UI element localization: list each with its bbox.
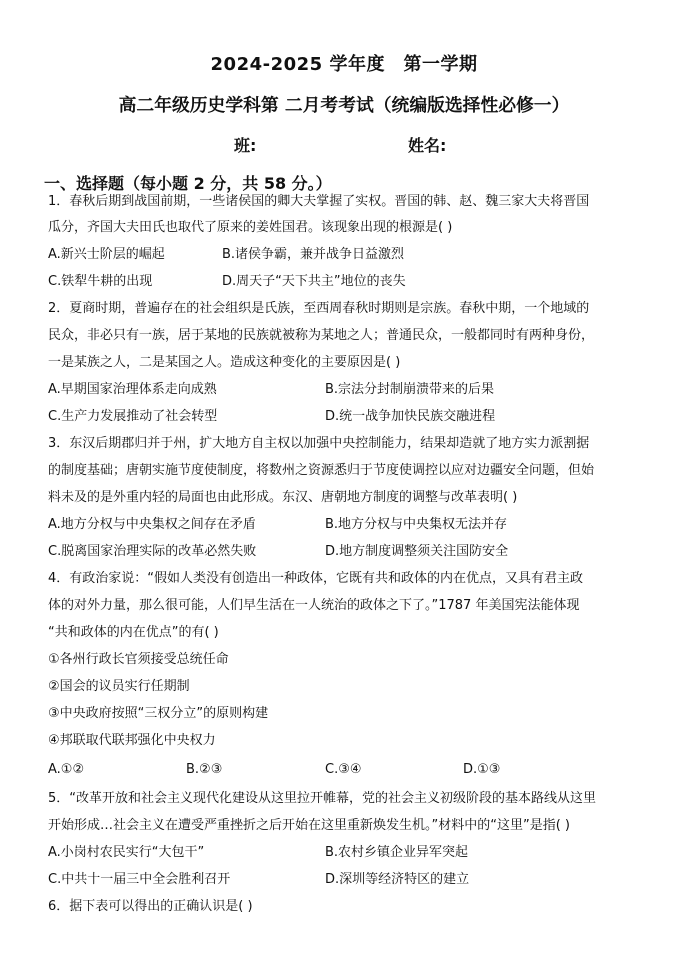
section-heading: 一、选择题（每小题 2 分，共 58 分。）: [44, 174, 332, 193]
option-a[interactable]: A.①②: [48, 762, 85, 777]
option-a[interactable]: A.新兴士阶层的崛起: [48, 247, 165, 262]
option-d[interactable]: D.①③: [463, 762, 501, 777]
exam-title-year: 2024-2025 学年度 第一学期: [210, 54, 478, 75]
question-text-line: 2．夏商时期，普遍存在的社会组织是氏族，至西周春秋时期则是宗族。春秋中期，一个地域的: [48, 301, 590, 316]
option-c[interactable]: C.铁犁牛耕的出现: [48, 274, 153, 289]
option-d[interactable]: D.周天子“天下共主”地位的丧失: [222, 274, 406, 289]
option-d[interactable]: D.地方制度调整须关注国防安全: [325, 544, 509, 559]
question-text-line: 开始形成…社会主义在遭受严重挫折之后开始在这里重新焕发生机。”材料中的“这里”是指( ): [48, 818, 570, 833]
question-text-line: 4．有政治家说：“假如人类没有创造出一种政体，它既有共和政体的内在优点，又具有君主政: [48, 571, 584, 586]
option-d[interactable]: D.深圳等经济特区的建立: [325, 872, 470, 887]
question-text-line: 体的对外力量，那么很可能，人们早生活在一人统治的政体之下了。”1787 年美国宪法能体现: [48, 598, 580, 613]
question-text-line: 的制度基础；唐朝实施节度使制度，将数州之资源悉归于节度使调控以应对边疆安全问题，但始: [48, 463, 595, 478]
question-text-line: 3．东汉后期郡归并于州，扩大地方自主权以加强中央控制能力，结果却造就了地方实力派割据: [48, 436, 590, 451]
option-a[interactable]: A.早期国家治理体系走向成熟: [48, 382, 217, 397]
question-text-line: 1．春秋后期到战国前期，一些诸侯国的卿大夫掌握了实权。晋国的韩、赵、魏三家大夫将晋国: [48, 194, 590, 209]
option-a[interactable]: A.地方分权与中央集权之间存在矛盾: [48, 517, 256, 532]
name-label: 姓名:: [408, 136, 447, 155]
statement-1: ①各州行政长官须接受总统任命: [48, 652, 229, 667]
option-b[interactable]: B.农村乡镇企业异军突起: [325, 845, 469, 860]
option-c[interactable]: C.中共十一届三中全会胜利召开: [48, 872, 231, 887]
question-text-line: 瓜分，齐国大夫田氏也取代了原来的姜姓国君。该现象出现的根源是( ): [48, 220, 453, 235]
option-b[interactable]: B.地方分权与中央集权无法并存: [325, 517, 508, 532]
exam-title-subject: 高二年级历史学科第 二月考考试（统编版选择性必修一）: [118, 95, 570, 116]
statement-3: ③中央政府按照“三权分立”的原则构建: [48, 706, 269, 721]
option-b[interactable]: B.②③: [186, 762, 223, 777]
statement-2: ②国会的议员实行任期制: [48, 679, 190, 694]
question-text-line: 一是某族之人，二是某国之人。造成这种变化的主要原因是( ): [48, 355, 401, 370]
statement-4: ④邦联取代联邦强化中央权力: [48, 733, 216, 748]
question-text-line: 5．“改革开放和社会主义现代化建设从这里拉开帷幕，党的社会主义初级阶段的基本路线从这里: [48, 791, 597, 806]
question-text-line: 民众，非必只有一族，居于某地的民族就被称为某地之人；普通民众，一般都同时有两种身份，: [48, 328, 595, 343]
option-c[interactable]: C.脱离国家治理实际的改革必然失败: [48, 544, 257, 559]
class-label: 班:: [234, 136, 257, 155]
question-text-line: “共和政体的内在优点”的有( ): [48, 625, 219, 640]
option-c[interactable]: C.生产力发展推动了社会转型: [48, 409, 218, 424]
question-text-line: 6．据下表可以得出的正确认识是( ): [48, 899, 253, 914]
option-d[interactable]: D.统一战争加快民族交融进程: [325, 409, 496, 424]
option-b[interactable]: B.宗法分封制崩溃带来的后果: [325, 382, 495, 397]
option-b[interactable]: B.诸侯争霸，兼并战争日益激烈: [222, 247, 405, 262]
question-text-line: 料未及的是外重内轻的局面也由此形成。东汉、唐朝地方制度的调整与改革表明( ): [48, 490, 518, 505]
option-a[interactable]: A.小岗村农民实行“大包干”: [48, 845, 205, 860]
option-c[interactable]: C.③④: [325, 762, 362, 777]
